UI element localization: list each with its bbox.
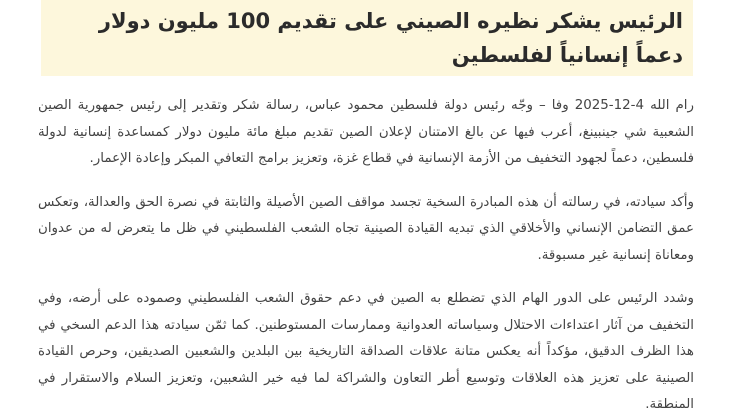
article-paragraph-1: رام الله 4-12-2025 وفا – وجّه رئيس دولة فلسطين محمود عباس، رسالة شكر وتقدير إلى رئيس جمهورية الصين الشعبية شي جينبينغ، أعرب فيها عن بالغ الامتنان لإعلان الصين تقديم مبلغ مائة مليون دولار كمساعدة إنسانية لدولة فلسطين، دعماً لجهود التخفيف من الأزمة الإنسانية في قطاع غزة، وتعزيز برامج التعافي المبكر وإعادة الإعمار. xyxy=(38,98,694,166)
article-body xyxy=(38,93,694,412)
article-paragraph-3: وشدد الرئيس على الدور الهام الذي تضطلع به الصين في دعم حقوق الشعب الفلسطيني وصموده على أرضه، وفي التخفيف من آثار اعتداءات الاحتلال وسياساته العدوانية وممارسات المستوطنين. كما ثمّن سيادته هذا الدعم السخي في هذا الظرف الدقيق، مؤكداً أنه يعكس متانة علاقات الصداقة التاريخية بين البلدين والشعبين الصديقين، وحرص القيادة الصينية على تعزيز هذه العلاقات وتوسيع أطر التعاون والشراكة لما فيه خير الشعبين، وتعزيز السلام والاستقرار في المنطقة. xyxy=(38,291,694,412)
article-paragraph-2: وأكد سيادته، في رسالته أن هذه المبادرة السخية تجسد مواقف الصين الأصيلة والثابتة في نصرة الحق والعدالة، وتعكس عمق التضامن الإنساني والأخلاقي الذي تبديه القيادة الصينية تجاه الشعب الفلسطيني في ظل ما يتعرض له من عدوان ومعاناة إنسانية غير مسبوقة. xyxy=(38,194,694,263)
article-title: الرئيس يشكر نظيره الصيني على تقديم 100 مليون دولار دعماً إنسانياً لفلسطين xyxy=(98,9,683,67)
headline-box xyxy=(41,0,693,76)
